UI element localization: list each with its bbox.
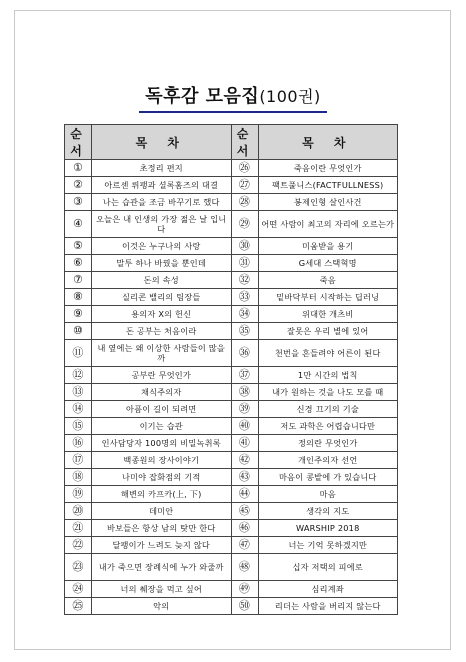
entry-number-cell [65, 418, 92, 435]
table-row [65, 340, 398, 367]
entry-number: ㉟ [238, 324, 251, 337]
table-row [65, 323, 398, 340]
entry-number-cell [231, 384, 258, 401]
entry-number-cell [231, 452, 258, 469]
entry-title: 내가 죽으면 장례식에 누가 와줄까 [92, 554, 232, 581]
entry-title: 너의 췌장을 먹고 싶어 [92, 581, 232, 598]
entry-number: ⑳ [72, 504, 84, 517]
entry-number-cell [65, 581, 92, 598]
entry-number: ㊺ [238, 504, 251, 517]
entry-number-cell [65, 537, 92, 554]
table-row [65, 272, 398, 289]
table-row [65, 384, 398, 401]
entry-title: 나미야 잡화점의 기적 [92, 469, 232, 486]
table-row [65, 503, 398, 520]
entry-title: 나는 습관을 조금 바꾸기로 했다 [92, 194, 232, 211]
entry-number-cell [65, 238, 92, 255]
entry-title: 돈의 속성 [92, 272, 232, 289]
entry-title: 마음 [258, 486, 398, 503]
toc-table [64, 124, 398, 615]
entry-title: 정의란 무엇인가 [258, 435, 398, 452]
entry-number: ㊳ [238, 385, 251, 398]
entry-number: ① [72, 161, 84, 174]
header-num-left: 순서 [65, 125, 92, 160]
entry-number: ㉞ [238, 307, 251, 320]
entry-number-cell [65, 323, 92, 340]
entry-title: 마음이 콩밭에 가 있습니다 [258, 469, 398, 486]
table-row [65, 255, 398, 272]
entry-number: ㉒ [72, 538, 84, 551]
table-row [65, 581, 398, 598]
entry-title: 말투 하나 바꿨을 뿐인데 [92, 255, 232, 272]
entry-number-cell [65, 554, 92, 581]
entry-title: WARSHIP 2018 [258, 520, 398, 537]
entry-title: 이것은 누구나의 사랑 [92, 238, 232, 255]
entry-number: ⑮ [72, 419, 84, 432]
entry-title: 백종원의 장사이야기 [92, 452, 232, 469]
entry-number-cell [65, 469, 92, 486]
entry-number: ㉖ [238, 161, 251, 174]
entry-number: ⑫ [72, 368, 84, 381]
entry-number: ⑥ [72, 256, 84, 269]
entry-number-cell [65, 306, 92, 323]
entry-title: G세대 스택혁명 [258, 255, 398, 272]
entry-number-cell [65, 503, 92, 520]
entry-number-cell [231, 367, 258, 384]
entry-number-cell [231, 520, 258, 537]
entry-number: ④ [72, 217, 84, 230]
toc-header-row [65, 125, 398, 160]
entry-number-cell [65, 177, 92, 194]
entry-number: ㉛ [238, 256, 251, 269]
entry-title: 돈 공부는 처음이라 [92, 323, 232, 340]
entry-number-cell [231, 160, 258, 177]
entry-number-cell [231, 486, 258, 503]
entry-title: 아르센 뤼팽과 셜록홈즈의 대결 [92, 177, 232, 194]
entry-number-cell [231, 401, 258, 418]
table-row [65, 177, 398, 194]
entry-number-cell [65, 384, 92, 401]
entry-number-cell [231, 289, 258, 306]
entry-title: 악의 [92, 598, 232, 615]
entry-number: ㊱ [238, 346, 251, 359]
entry-title: 1만 시간의 법칙 [258, 367, 398, 384]
table-row [65, 367, 398, 384]
entry-number-cell [231, 306, 258, 323]
table-row [65, 554, 398, 581]
table-row [65, 418, 398, 435]
entry-title: 초정리 편지 [92, 160, 232, 177]
entry-title: 심리계좌 [258, 581, 398, 598]
entry-number: ㊼ [238, 538, 251, 551]
entry-number: ⑭ [72, 402, 84, 415]
table-row [65, 598, 398, 615]
entry-title: 죽음이란 무엇인가 [258, 160, 398, 177]
entry-number-cell [231, 194, 258, 211]
entry-title: 내 옆에는 왜 이상한 사람들이 많을까 [92, 340, 232, 367]
table-row [65, 306, 398, 323]
entry-number: ㉕ [72, 599, 84, 612]
entry-number-cell [231, 238, 258, 255]
entry-number-cell [231, 255, 258, 272]
entry-number: ㉜ [238, 273, 251, 286]
entry-number: ⑦ [72, 273, 84, 286]
entry-number: ㊵ [238, 419, 251, 432]
table-row [65, 160, 398, 177]
entry-title: 신경 끄기의 기술 [258, 401, 398, 418]
entry-number-cell [231, 177, 258, 194]
entry-number-cell [231, 340, 258, 367]
entry-title: 오늘은 내 인생의 가장 젊은 날 입니다 [92, 211, 232, 238]
entry-title: 봉제인형 살인사건 [258, 194, 398, 211]
entry-number-cell [65, 486, 92, 503]
entry-title: 공부란 무엇인가 [92, 367, 232, 384]
table-row [65, 401, 398, 418]
entry-number: ⑯ [72, 436, 84, 449]
entry-number: ㉑ [72, 521, 84, 534]
entry-title: 채식주의자 [92, 384, 232, 401]
entry-number-cell [231, 435, 258, 452]
entry-title: 실리콘 밸리의 팀장들 [92, 289, 232, 306]
toc-body [65, 160, 398, 615]
entry-number-cell [65, 598, 92, 615]
table-row [65, 469, 398, 486]
entry-title: 인사담당자 100명의 비밀녹취록 [92, 435, 232, 452]
entry-number: ㊶ [238, 436, 251, 449]
entry-number: ㊿ [238, 599, 251, 612]
entry-number: ㉘ [238, 195, 251, 208]
entry-number: ㊾ [238, 582, 251, 595]
entry-number-cell [231, 469, 258, 486]
title-area [0, 86, 466, 113]
entry-number-cell [65, 211, 92, 238]
entry-title: 아픔이 길이 되려면 [92, 401, 232, 418]
entry-number: ② [72, 178, 84, 191]
entry-number-cell [65, 160, 92, 177]
entry-number: ㉙ [238, 217, 251, 230]
entry-number-cell [65, 520, 92, 537]
header-title-right: 목 차 [258, 125, 398, 160]
entry-number-cell [65, 289, 92, 306]
entry-number-cell [231, 554, 258, 581]
entry-number: ㊲ [238, 368, 251, 381]
entry-title: 해변의 카프카(上, 下) [92, 486, 232, 503]
entry-title: 팩트풀니스(FACTFULLNESS) [258, 177, 398, 194]
entry-title: 리더는 사람을 버리지 않는다 [258, 598, 398, 615]
entry-number-cell [231, 503, 258, 520]
table-row [65, 520, 398, 537]
entry-title: 바보들은 항상 남의 탓만 한다 [92, 520, 232, 537]
table-row [65, 537, 398, 554]
entry-number: ㊹ [238, 487, 251, 500]
entry-number-cell [231, 323, 258, 340]
header-title-left: 목 차 [92, 125, 232, 160]
entry-number-cell [65, 340, 92, 367]
entry-number: ⑱ [72, 470, 84, 483]
entry-number-cell [65, 435, 92, 452]
entry-title: 달팽이가 느려도 늦지 않다 [92, 537, 232, 554]
entry-number: ⑧ [72, 290, 84, 303]
entry-number: ㉝ [238, 290, 251, 303]
entry-number-cell [231, 537, 258, 554]
entry-title: 밑바닥부터 시작하는 딥러닝 [258, 289, 398, 306]
entry-title: 어떤 사람이 최고의 자리에 오르는가 [258, 211, 398, 238]
entry-title: 너는 기억 못하겠지만 [258, 537, 398, 554]
entry-number: ⑲ [72, 487, 84, 500]
entry-number: ⑩ [72, 324, 84, 337]
entry-title: 천번을 흔들려야 어른이 된다 [258, 340, 398, 367]
entry-number: ⑪ [72, 346, 84, 359]
entry-number-cell [231, 581, 258, 598]
entry-number: ㉓ [72, 560, 84, 573]
entry-number-cell [65, 452, 92, 469]
entry-number: ㊷ [238, 453, 251, 466]
entry-title: 내가 원하는 것을 나도 모를 때 [258, 384, 398, 401]
entry-number-cell [65, 194, 92, 211]
entry-title: 생각의 지도 [258, 503, 398, 520]
table-row [65, 435, 398, 452]
entry-title: 미움받을 용기 [258, 238, 398, 255]
entry-number: ㊴ [238, 402, 251, 415]
table-row [65, 289, 398, 306]
document-title [139, 86, 327, 113]
entry-title: 십자 저택의 피에로 [258, 554, 398, 581]
entry-number: ㉔ [72, 582, 84, 595]
entry-number-cell [65, 401, 92, 418]
entry-title: 죽음 [258, 272, 398, 289]
entry-title: 개인주의자 선언 [258, 452, 398, 469]
title-sub: (100권) [259, 87, 321, 106]
entry-title: 저도 과학은 어렵습니다만 [258, 418, 398, 435]
table-row [65, 486, 398, 503]
entry-number: ㉚ [238, 239, 251, 252]
entry-number: ⑨ [72, 307, 84, 320]
entry-title: 이기는 습관 [92, 418, 232, 435]
entry-title: 용의자 X의 헌신 [92, 306, 232, 323]
entry-number: ㊽ [238, 560, 251, 573]
entry-number-cell [231, 211, 258, 238]
table-row [65, 452, 398, 469]
entry-title: 위대한 개츠비 [258, 306, 398, 323]
entry-title: 잘못은 우리 별에 있어 [258, 323, 398, 340]
table-row [65, 211, 398, 238]
entry-number: ⑤ [72, 239, 84, 252]
entry-number: ㊸ [238, 470, 251, 483]
entry-number: ③ [72, 195, 84, 208]
entry-number: ㊻ [238, 521, 251, 534]
entry-number-cell [65, 367, 92, 384]
table-row [65, 194, 398, 211]
header-num-right: 순서 [231, 125, 258, 160]
entry-number-cell [231, 598, 258, 615]
entry-number: ⑬ [72, 385, 84, 398]
entry-title: 데미안 [92, 503, 232, 520]
entry-number-cell [231, 418, 258, 435]
entry-number: ㉗ [238, 178, 251, 191]
title-main: 독후감 모음집 [145, 86, 260, 107]
table-row [65, 238, 398, 255]
entry-number-cell [65, 272, 92, 289]
entry-number: ⑰ [72, 453, 84, 466]
entry-number-cell [231, 272, 258, 289]
entry-number-cell [65, 255, 92, 272]
